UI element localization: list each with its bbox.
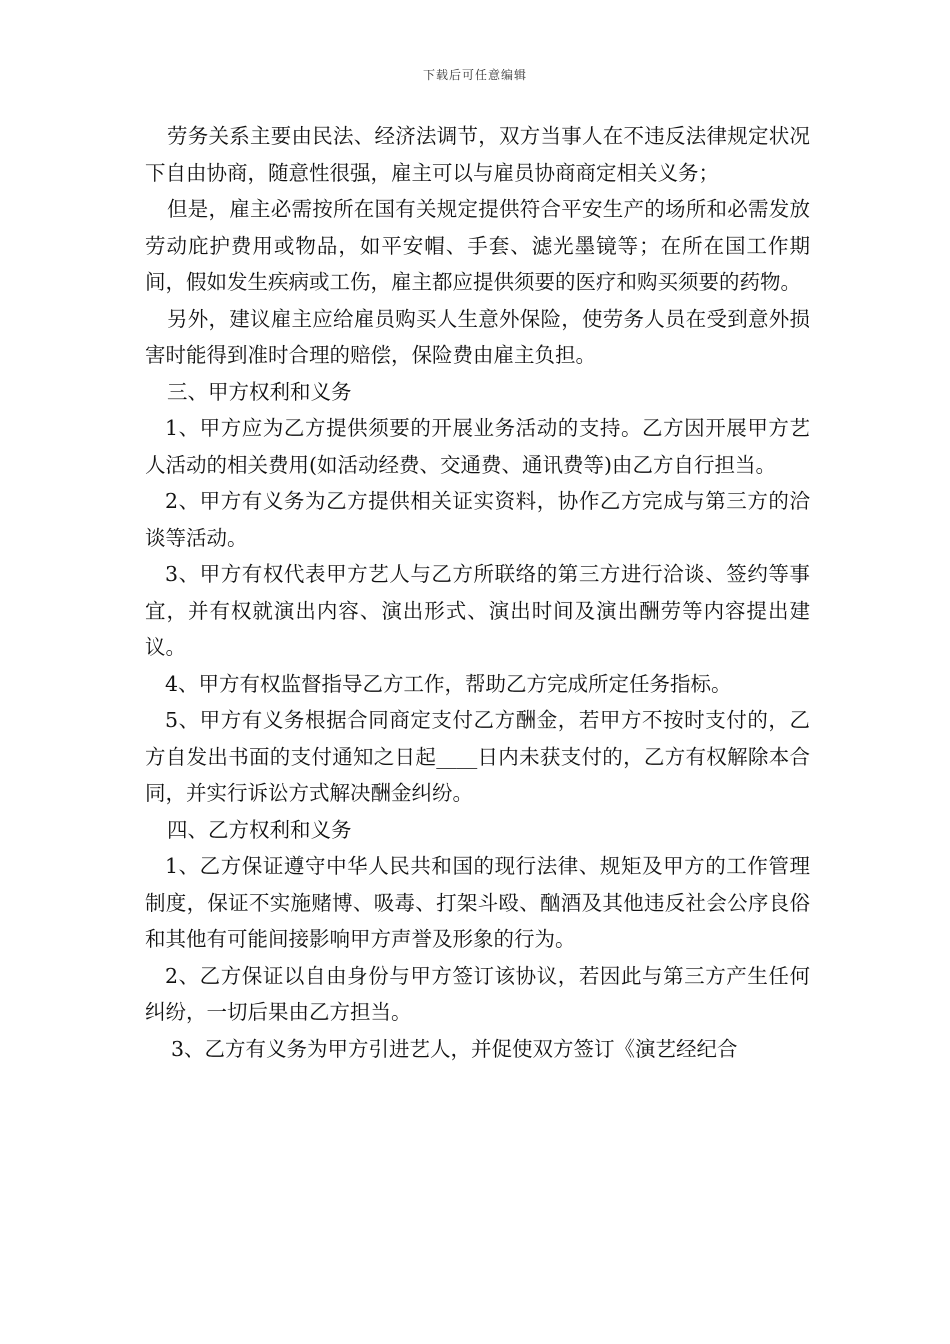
section-heading-party-b: 四、乙方权利和义务 <box>167 817 352 842</box>
paragraph-labor-relations: 劳务关系主要由民法、经济法调节，双方当事人在不违反法律规定状况下自由协商，随意性很强，雇主可以与雇员协商商定相关义务； <box>145 124 810 185</box>
document-body <box>145 118 810 1067</box>
clause-a-4: 4、甲方有权监督指导乙方工作，帮助乙方完成所定任务指标。 <box>165 671 732 696</box>
clause-a-5: 5、甲方有义务根据合同商定支付乙方酬金，若甲方不按时支付的，乙方自发出书面的支付通知之日起____日内未获支付的，乙方有权解除本合同，并实行诉讼方式解决酬金纠纷。 <box>145 708 810 805</box>
paragraph-insurance: 另外，建议雇主应给雇员购买人生意外保险，使劳务人员在受到意外损害时能得到准时合理的赔偿，保险费由雇主负担。 <box>145 306 810 367</box>
clause-b-2: 2、乙方保证以自由身份与甲方签订该协议，若因此与第三方产生任何纠纷，一切后果由乙方担当。 <box>145 963 810 1024</box>
clause-b-1: 1、乙方保证遵守中华人民共和国的现行法律、规矩及甲方的工作管理制度，保证不实施赌博、吸毒、打架斗殴、酗酒及其他违反社会公序良俗和其他有可能间接影响甲方声誉及形象的行为。 <box>145 854 810 951</box>
paragraph-employer-obligations: 但是，雇主必需按所在国有关规定提供符合平安生产的场所和必需发放劳动庇护费用或物品，如平安帽、手套、滤光墨镜等；在所在国工作期间，假如发生疾病或工伤，雇主都应提供须要的医疗和购买须要的药物。 <box>145 197 810 294</box>
clause-b-3: 3、乙方有义务为甲方引进艺人，并促使双方签订《演艺经纪合 <box>171 1036 738 1061</box>
clause-a-3: 3、甲方有权代表甲方艺人与乙方所联络的第三方进行洽谈、签约等事宜，并有权就演出内容、演出形式、演出时间及演出酬劳等内容提出建议。 <box>145 562 810 659</box>
section-heading-party-a: 三、甲方权利和义务 <box>167 379 352 404</box>
clause-a-2: 2、甲方有义务为乙方提供相关证实资料，协作乙方完成与第三方的洽谈等活动。 <box>145 489 810 550</box>
page-header: 下载后可任意编辑 <box>422 68 527 82</box>
clause-a-1: 1、甲方应为乙方提供须要的开展业务活动的支持。乙方因开展甲方艺人活动的相关费用(如活动经费、交通费、通讯费等)由乙方自行担当。 <box>145 416 810 477</box>
